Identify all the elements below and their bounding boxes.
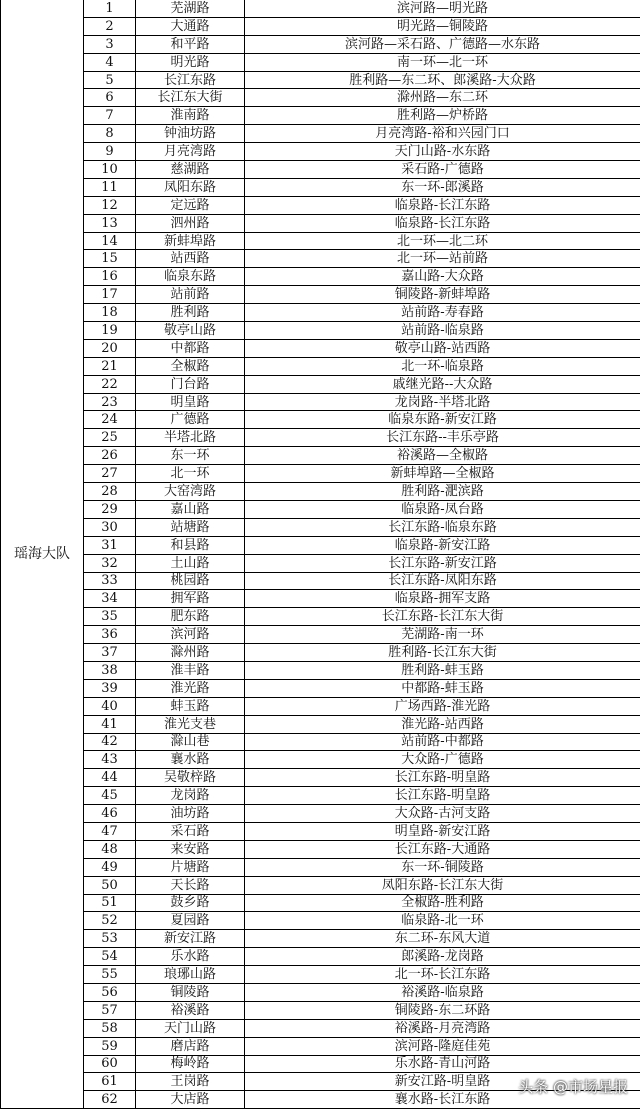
road-section: 裕溪路-临泉路 (245, 983, 640, 1001)
table-row (1, 214, 640, 232)
road-section: 中都路-蚌玉路 (245, 679, 640, 697)
row-number: 19 (84, 322, 136, 340)
road-section: 站前路-中都路 (245, 733, 640, 751)
road-section: 裕溪路—全椒路 (245, 447, 640, 465)
road-section: 铜陵路-新蚌埠路 (245, 286, 640, 304)
table-row (1, 161, 640, 179)
road-section: 胜利路-淝滨路 (245, 483, 640, 501)
road-name: 拥军路 (136, 590, 245, 608)
table-row (1, 1019, 640, 1037)
table-row (1, 608, 640, 626)
road-name: 龙岗路 (136, 787, 245, 805)
row-number: 28 (84, 483, 136, 501)
road-name: 胜利路 (136, 304, 245, 322)
road-name: 蚌玉路 (136, 697, 245, 715)
table-row (1, 715, 640, 733)
table-row (1, 679, 640, 697)
table-row (1, 912, 640, 930)
road-name: 慈湖路 (136, 161, 245, 179)
road-name: 土山路 (136, 554, 245, 572)
row-number: 29 (84, 500, 136, 518)
row-number: 55 (84, 966, 136, 984)
road-section: 嘉山路-大众路 (245, 268, 640, 286)
road-section: 南一环—北一环 (245, 53, 640, 71)
table-row (1, 411, 640, 429)
road-name: 和县路 (136, 536, 245, 554)
table-row (1, 465, 640, 483)
table-row (1, 268, 640, 286)
row-number: 21 (84, 357, 136, 375)
row-number: 3 (84, 35, 136, 53)
table-row (1, 805, 640, 823)
road-name: 广德路 (136, 411, 245, 429)
road-section: 东二环-东风大道 (245, 930, 640, 948)
road-name: 站西路 (136, 250, 245, 268)
road-name: 明皇路 (136, 393, 245, 411)
road-name: 中都路 (136, 339, 245, 357)
road-name: 肥东路 (136, 608, 245, 626)
road-name: 凤阳东路 (136, 178, 245, 196)
road-name: 长江东大街 (136, 89, 245, 107)
road-section: 乐水路-青山河路 (245, 1055, 640, 1073)
road-section: 北一环-长江东路 (245, 966, 640, 984)
road-name: 钟油坊路 (136, 125, 245, 143)
road-name: 芜湖路 (136, 0, 245, 17)
road-section: 长江东路-凤阳东路 (245, 572, 640, 590)
table-row (1, 0, 640, 17)
road-section: 胜利路—炉桥路 (245, 107, 640, 125)
row-number: 45 (84, 787, 136, 805)
road-name: 夏园路 (136, 912, 245, 930)
road-section: 明皇路-新安江路 (245, 822, 640, 840)
table-row (1, 554, 640, 572)
road-section: 凤阳东路-长江东大街 (245, 876, 640, 894)
road-section: 滨河路—采石路、广德路—水东路 (245, 35, 640, 53)
road-name: 东一环 (136, 447, 245, 465)
road-section: 临泉东路-新安江路 (245, 411, 640, 429)
road-name: 定远路 (136, 196, 245, 214)
table-row (1, 178, 640, 196)
row-number: 26 (84, 447, 136, 465)
row-number: 17 (84, 286, 136, 304)
road-name: 琅琊山路 (136, 966, 245, 984)
row-number: 9 (84, 143, 136, 161)
row-number: 54 (84, 948, 136, 966)
road-section: 滁州路—东二环 (245, 89, 640, 107)
row-number: 8 (84, 125, 136, 143)
team-cell: 瑶海大队 (1, 0, 84, 1109)
row-number: 32 (84, 554, 136, 572)
road-section: 东一环-郎溪路 (245, 178, 640, 196)
road-section: 长江东路-明皇路 (245, 787, 640, 805)
table-row (1, 107, 640, 125)
table-row (1, 894, 640, 912)
road-name: 磨店路 (136, 1037, 245, 1055)
table-row (1, 483, 640, 501)
table-row (1, 143, 640, 161)
road-section: 戚继光路--大众路 (245, 375, 640, 393)
table-row (1, 1001, 640, 1019)
road-name: 滁州路 (136, 644, 245, 662)
road-section: 长江东路-临泉东路 (245, 518, 640, 536)
row-number: 6 (84, 89, 136, 107)
table-row (1, 769, 640, 787)
road-section: 全椒路-胜利路 (245, 894, 640, 912)
road-section: 站前路-寿春路 (245, 304, 640, 322)
road-section: 胜利路-蚌玉路 (245, 661, 640, 679)
road-name: 新蚌埠路 (136, 232, 245, 250)
table-row (1, 983, 640, 1001)
row-number: 18 (84, 304, 136, 322)
table-row (1, 518, 640, 536)
row-number: 1 (84, 0, 136, 17)
row-number: 43 (84, 751, 136, 769)
row-number: 46 (84, 805, 136, 823)
row-number: 5 (84, 71, 136, 89)
table-row (1, 286, 640, 304)
road-name: 月亮湾路 (136, 143, 245, 161)
road-name: 门台路 (136, 375, 245, 393)
row-number: 41 (84, 715, 136, 733)
road-section: 临泉路-北一环 (245, 912, 640, 930)
table-row (1, 339, 640, 357)
table-row (1, 1037, 640, 1055)
road-section: 胜利路—东二环、郎溪路-大众路 (245, 71, 640, 89)
road-name: 桃园路 (136, 572, 245, 590)
road-name: 淮丰路 (136, 661, 245, 679)
row-number: 16 (84, 268, 136, 286)
table-row (1, 787, 640, 805)
row-number: 39 (84, 679, 136, 697)
road-section: 月亮湾路-裕和兴园门口 (245, 125, 640, 143)
row-number: 47 (84, 822, 136, 840)
road-name: 嘉山路 (136, 500, 245, 518)
road-name: 淮光路 (136, 679, 245, 697)
row-number: 2 (84, 17, 136, 35)
row-number: 30 (84, 518, 136, 536)
road-name: 梅岭路 (136, 1055, 245, 1073)
row-number: 49 (84, 858, 136, 876)
table-row (1, 876, 640, 894)
road-section: 临泉路-拥军支路 (245, 590, 640, 608)
row-number: 50 (84, 876, 136, 894)
table-body (1, 0, 640, 1109)
row-number: 24 (84, 411, 136, 429)
table-row (1, 822, 640, 840)
road-section: 胜利路-长江东大街 (245, 644, 640, 662)
table-row (1, 536, 640, 554)
road-name: 明光路 (136, 53, 245, 71)
road-section: 大众路-广德路 (245, 751, 640, 769)
road-section: 铜陵路-东二环路 (245, 1001, 640, 1019)
table-row (1, 930, 640, 948)
table-row (1, 71, 640, 89)
table-row (1, 500, 640, 518)
row-number: 44 (84, 769, 136, 787)
table-row (1, 125, 640, 143)
road-section: 北一环—站前路 (245, 250, 640, 268)
road-section: 北一环—北二环 (245, 232, 640, 250)
row-number: 25 (84, 429, 136, 447)
table-row (1, 966, 640, 984)
road-name: 天门山路 (136, 1019, 245, 1037)
table-row (1, 393, 640, 411)
table-row (1, 661, 640, 679)
road-name: 滁山巷 (136, 733, 245, 751)
row-number: 22 (84, 375, 136, 393)
table-row (1, 751, 640, 769)
road-name: 大通路 (136, 17, 245, 35)
road-name: 来安路 (136, 840, 245, 858)
table-row (1, 1055, 640, 1073)
row-number: 58 (84, 1019, 136, 1037)
row-number: 35 (84, 608, 136, 626)
table-row (1, 304, 640, 322)
road-section: 长江东路-明皇路 (245, 769, 640, 787)
road-section: 广场西路-淮光路 (245, 697, 640, 715)
road-section: 新安江路-明皇路 (245, 1073, 640, 1091)
table-row (1, 626, 640, 644)
row-number: 42 (84, 733, 136, 751)
row-number: 14 (84, 232, 136, 250)
table-row (1, 429, 640, 447)
road-name: 王岗路 (136, 1073, 245, 1091)
road-section: 裕溪路-月亮湾路 (245, 1019, 640, 1037)
row-number: 12 (84, 196, 136, 214)
row-number: 11 (84, 178, 136, 196)
road-name: 半塔北路 (136, 429, 245, 447)
row-number: 37 (84, 644, 136, 662)
road-name: 铜陵路 (136, 983, 245, 1001)
row-number: 36 (84, 626, 136, 644)
row-number: 13 (84, 214, 136, 232)
table-row (1, 322, 640, 340)
row-number: 61 (84, 1073, 136, 1091)
row-number: 40 (84, 697, 136, 715)
table-row (1, 948, 640, 966)
table-row (1, 357, 640, 375)
row-number: 57 (84, 1001, 136, 1019)
row-number: 56 (84, 983, 136, 1001)
road-section: 采石路-广德路 (245, 161, 640, 179)
table-row (1, 17, 640, 35)
row-number: 59 (84, 1037, 136, 1055)
road-section: 临泉路-长江东路 (245, 196, 640, 214)
road-section: 滨河路-隆庭佳苑 (245, 1037, 640, 1055)
road-name: 长江东路 (136, 71, 245, 89)
row-number: 27 (84, 465, 136, 483)
road-section: 长江东路-大通路 (245, 840, 640, 858)
road-name: 站前路 (136, 286, 245, 304)
table-row (1, 53, 640, 71)
table-row (1, 89, 640, 107)
row-number: 34 (84, 590, 136, 608)
road-section: 新蚌埠路—全椒路 (245, 465, 640, 483)
row-number: 52 (84, 912, 136, 930)
road-name: 采石路 (136, 822, 245, 840)
road-section: 站前路-临泉路 (245, 322, 640, 340)
table-row (1, 447, 640, 465)
road-name: 临泉东路 (136, 268, 245, 286)
road-section: 天门山路-水东路 (245, 143, 640, 161)
row-number: 60 (84, 1055, 136, 1073)
table-row (1, 644, 640, 662)
road-section: 郎溪路-龙岗路 (245, 948, 640, 966)
row-number: 62 (84, 1091, 136, 1109)
road-section: 东一环-铜陵路 (245, 858, 640, 876)
table-row (1, 250, 640, 268)
table-row (1, 697, 640, 715)
row-number: 23 (84, 393, 136, 411)
road-name: 天长路 (136, 876, 245, 894)
road-name: 乐水路 (136, 948, 245, 966)
row-number: 7 (84, 107, 136, 125)
road-section: 长江东路--丰乐亭路 (245, 429, 640, 447)
table-row (1, 733, 640, 751)
road-section: 芜湖路-南一环 (245, 626, 640, 644)
road-name: 站塘路 (136, 518, 245, 536)
watermark: 头条 @市场星报 (518, 1078, 628, 1096)
road-name: 北一环 (136, 465, 245, 483)
road-section: 大众路-古河支路 (245, 805, 640, 823)
road-name: 鼓乡路 (136, 894, 245, 912)
table-row (1, 232, 640, 250)
road-name: 泗州路 (136, 214, 245, 232)
table-row (1, 840, 640, 858)
row-number: 33 (84, 572, 136, 590)
road-section: 北一环-临泉路 (245, 357, 640, 375)
road-name: 大窑湾路 (136, 483, 245, 501)
table-row (1, 35, 640, 53)
table-row (1, 572, 640, 590)
row-number: 51 (84, 894, 136, 912)
road-name: 新安江路 (136, 930, 245, 948)
row-number: 20 (84, 339, 136, 357)
road-name: 吴敬梓路 (136, 769, 245, 787)
row-number: 15 (84, 250, 136, 268)
table-row (1, 590, 640, 608)
road-name: 和平路 (136, 35, 245, 53)
row-number: 4 (84, 53, 136, 71)
road-section: 襄水路-长江东路 (245, 1091, 640, 1109)
row-number: 48 (84, 840, 136, 858)
road-name: 淮南路 (136, 107, 245, 125)
road-section: 明光路—铜陵路 (245, 17, 640, 35)
road-section: 淮光路-站西路 (245, 715, 640, 733)
road-name: 全椒路 (136, 357, 245, 375)
road-name: 淮光支巷 (136, 715, 245, 733)
row-number: 38 (84, 661, 136, 679)
road-section: 滨河路—明光路 (245, 0, 640, 17)
row-number: 53 (84, 930, 136, 948)
road-section: 临泉路-长江东路 (245, 214, 640, 232)
road-name: 敬亭山路 (136, 322, 245, 340)
road-name: 片塘路 (136, 858, 245, 876)
table-row (1, 375, 640, 393)
road-name: 滨河路 (136, 626, 245, 644)
road-name: 裕溪路 (136, 1001, 245, 1019)
road-name: 油坊路 (136, 805, 245, 823)
road-section: 临泉路-新安江路 (245, 536, 640, 554)
road-section: 龙岗路-半塔北路 (245, 393, 640, 411)
road-section: 长江东路-长江东大街 (245, 608, 640, 626)
table-row (1, 858, 640, 876)
road-section: 长江东路-新安江路 (245, 554, 640, 572)
road-name: 襄水路 (136, 751, 245, 769)
road-section: 临泉路-凤台路 (245, 500, 640, 518)
table-row (1, 196, 640, 214)
row-number: 10 (84, 161, 136, 179)
road-name: 大店路 (136, 1091, 245, 1109)
row-number: 31 (84, 536, 136, 554)
road-section: 敬亭山路-站西路 (245, 339, 640, 357)
